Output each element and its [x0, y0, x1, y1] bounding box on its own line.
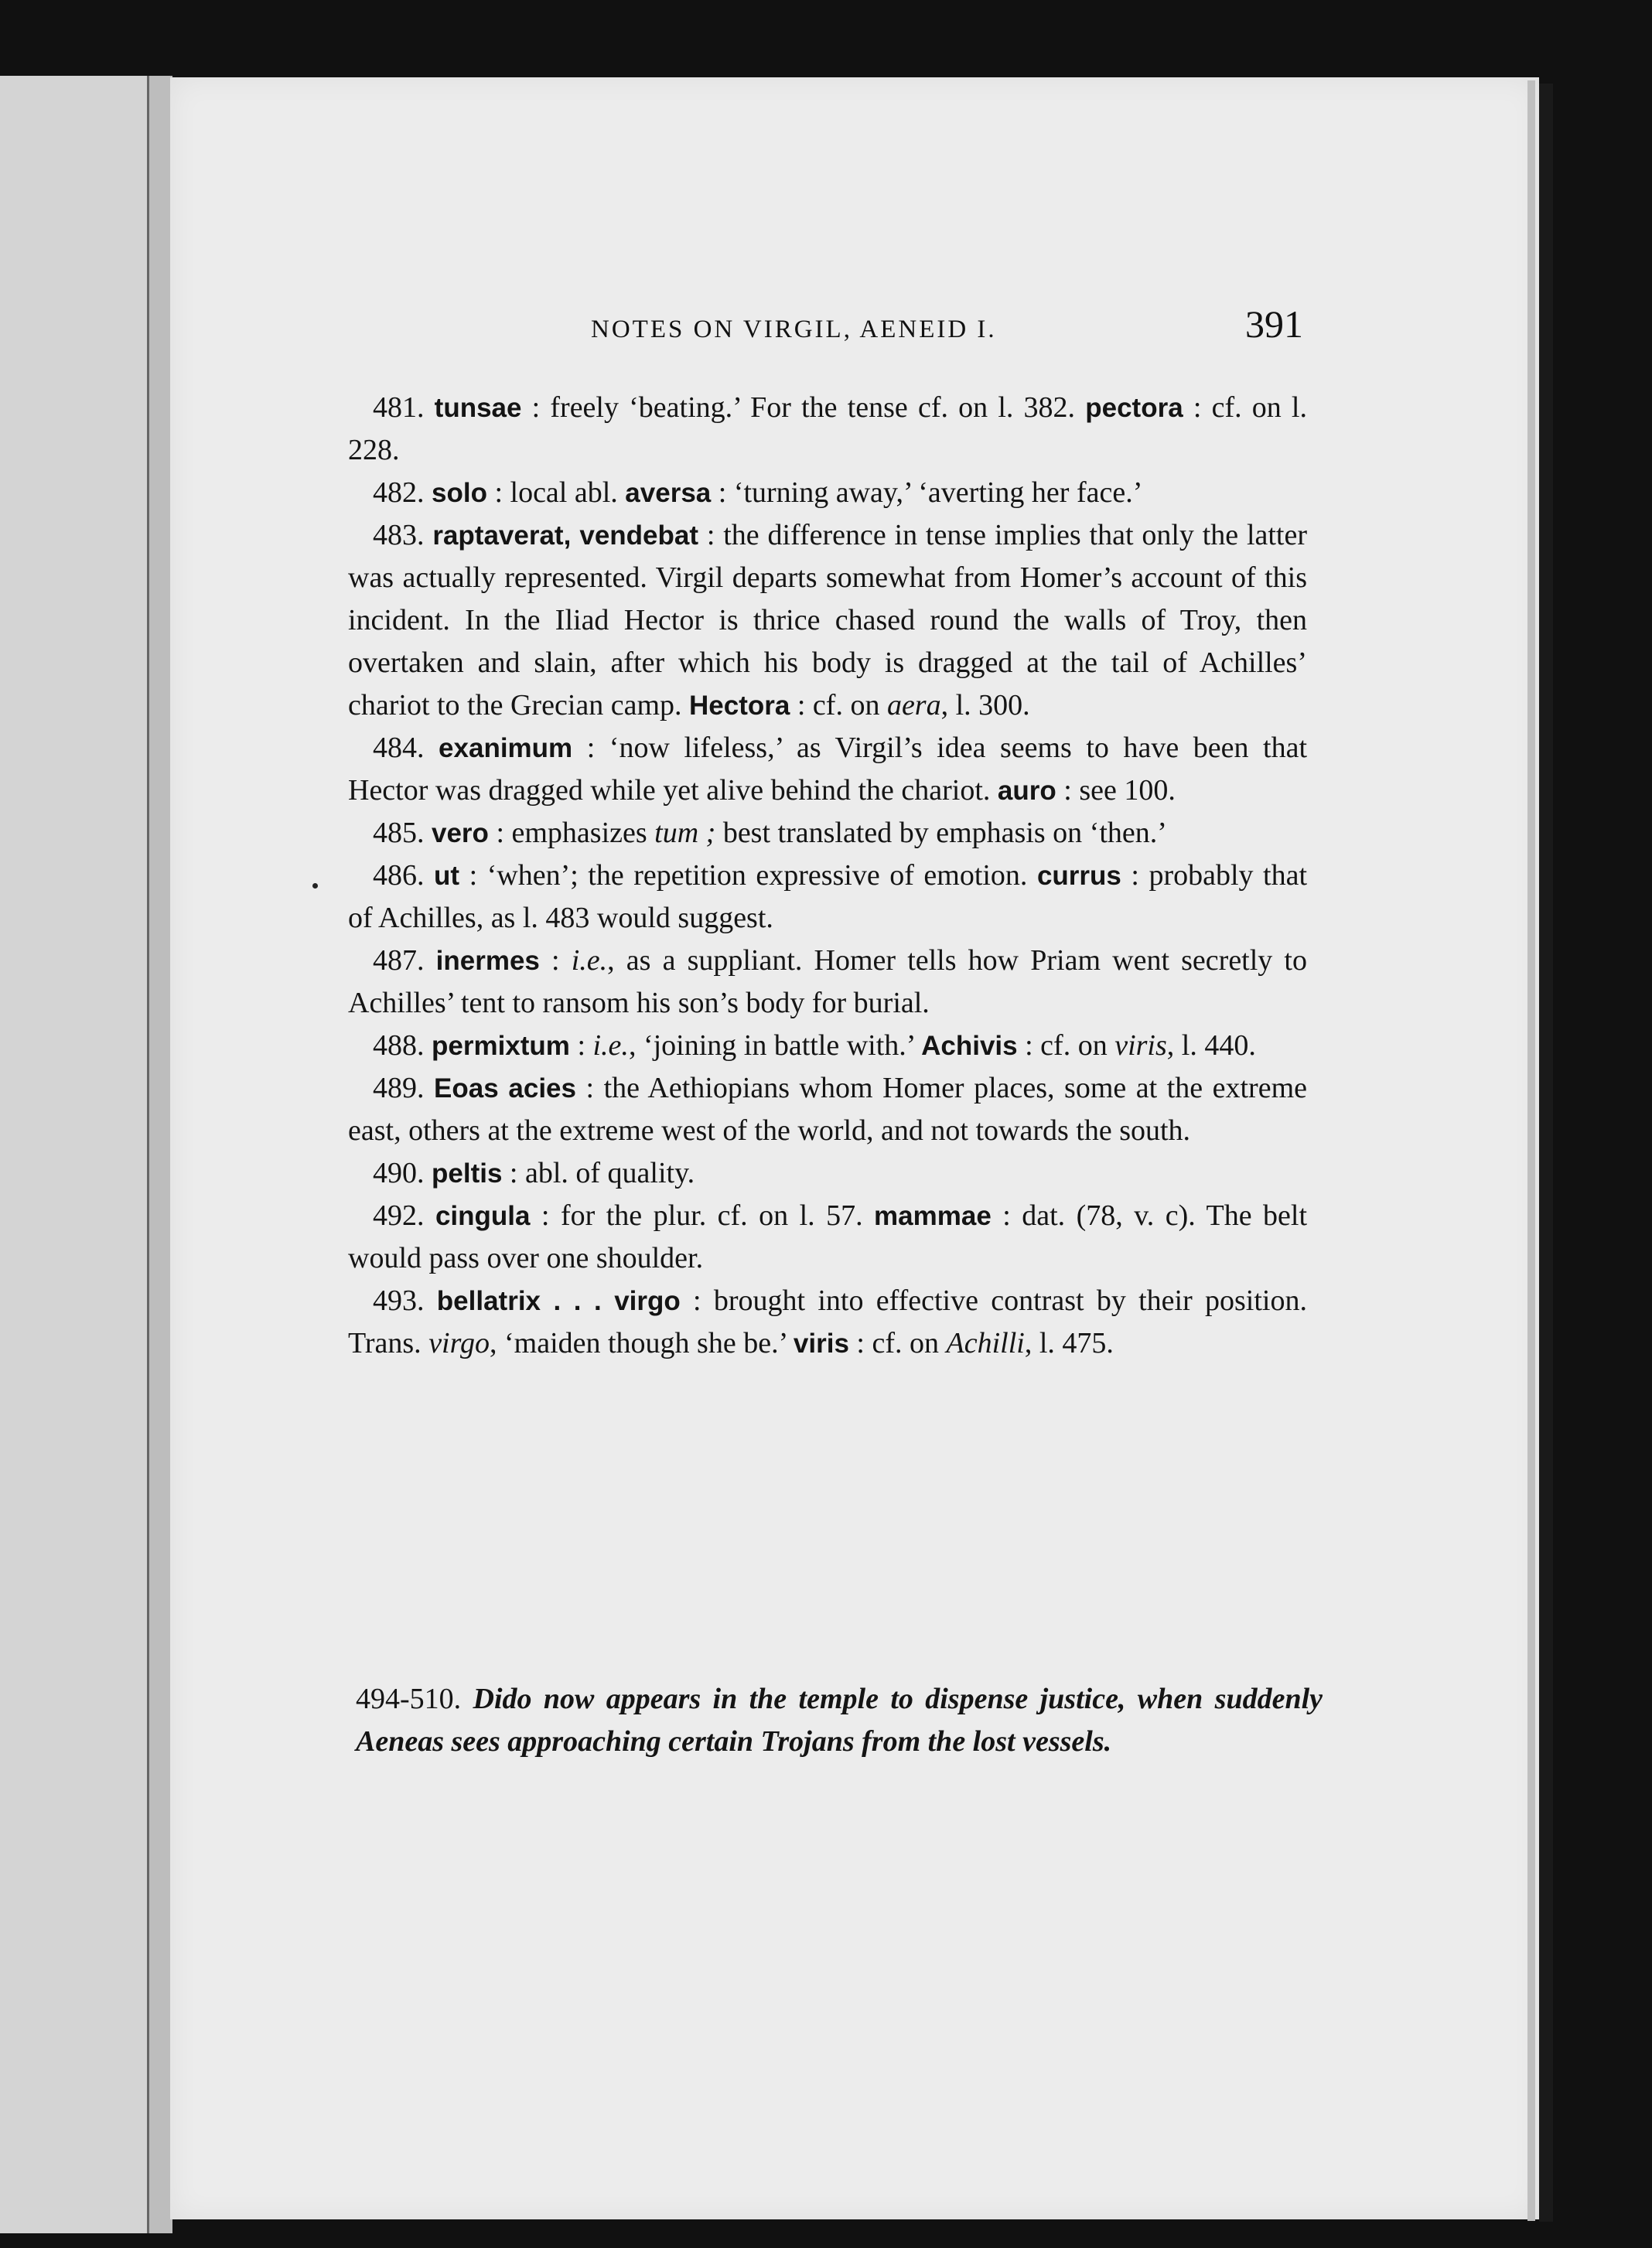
note-lemma: tunsae: [434, 393, 522, 423]
notes-list: [348, 387, 1307, 1365]
note-text: :: [539, 944, 572, 977]
note-lemma: vero: [432, 818, 489, 848]
note-text: : brought into effective contrast by their position. Trans.: [348, 1284, 1307, 1359]
note-italic: virgo: [428, 1327, 490, 1359]
note-text: , ‘joining in battle with.’: [628, 1029, 922, 1062]
note-text: : ‘now lifeless,’ as Virgil’s idea seems to have been that Hector was dragged while yet alive behind the chariot.: [348, 732, 1307, 807]
note-text: : local abl.: [486, 476, 626, 509]
note-text: : for the plur. cf. on l. 57.: [530, 1199, 875, 1232]
note-text: : cf. on: [1017, 1029, 1115, 1062]
note-text: : the difference in tense implies that only the latter was actually represented. Virgil departs somewhat from Homer’s account of this incident. In the Iliad Hector is thrice chased round the walls of Troy, then overtaken and slain, after which his body is dragged at the tail of Achilles’ chariot to the Grecian camp.: [348, 519, 1308, 721]
note-text: :: [569, 1029, 593, 1062]
note-entry: [348, 387, 1307, 472]
note-entry: [348, 1152, 1307, 1195]
note-entry: [348, 940, 1307, 1025]
note-line-number: 493.: [373, 1284, 437, 1317]
note-text: , l. 300.: [940, 689, 1030, 721]
note-lemma: currus: [1036, 861, 1121, 891]
note-line-number: 492.: [373, 1199, 435, 1232]
note-text: : emphasizes: [488, 817, 655, 849]
note-italic: aera: [886, 689, 941, 721]
note-text: : see 100.: [1056, 774, 1176, 807]
note-lemma: inermes: [435, 946, 540, 976]
summary-line-range: 494-510.: [356, 1683, 462, 1715]
note-text: : cf. on l. 228.: [348, 391, 1307, 466]
note-entry: [348, 1025, 1307, 1067]
note-lemma: Achivis: [921, 1031, 1018, 1061]
note-lemma: ut: [434, 861, 460, 891]
note-line-number: 485.: [373, 817, 432, 849]
note-italic: tum ;: [654, 817, 716, 849]
note-lemma: raptaverat, vendebat: [432, 520, 699, 551]
note-entry: [348, 1067, 1307, 1152]
note-line-number: 490.: [373, 1157, 432, 1189]
note-text: : cf. on: [848, 1327, 947, 1359]
note-entry: [348, 514, 1307, 727]
note-entry: [348, 727, 1307, 812]
note-italic: i.e.: [571, 944, 608, 977]
page-number: 391: [1245, 302, 1303, 346]
note-lemma: exanimum: [439, 733, 573, 763]
facing-page-edge: [147, 76, 172, 2233]
note-lemma: bellatrix . . . virgo: [436, 1286, 681, 1316]
margin-dot: [312, 883, 318, 889]
summary-text: Dido now appears in the temple to dispense justice, when suddenly Aeneas sees approaching certain Trojans from the lost vessels.: [356, 1683, 1323, 1758]
note-line-number: 482.: [373, 476, 432, 509]
note-text: : dat. (78, v. c). The belt would pass over one shoulder.: [348, 1199, 1308, 1274]
note-lemma: peltis: [432, 1158, 503, 1189]
note-text: , as a suppliant. Homer tells how Priam went secretly to Achilles’ tent to ransom his son’s body for burial.: [348, 944, 1307, 1019]
note-text: : abl. of quality.: [502, 1157, 695, 1189]
note-lemma: viris: [793, 1329, 849, 1359]
page-header: [402, 302, 1315, 356]
note-lemma: Eoas acies: [434, 1073, 576, 1104]
note-line-number: 483.: [373, 519, 433, 551]
note-line-number: 487.: [373, 944, 436, 977]
section-summary: [356, 1678, 1323, 1763]
note-italic: i.e.: [592, 1029, 629, 1062]
note-entry: [348, 1280, 1307, 1365]
note-lemma: mammae: [874, 1201, 992, 1231]
page-edge-light: [1527, 80, 1535, 2221]
note-entry: [348, 1195, 1307, 1280]
note-line-number: 486.: [373, 859, 435, 892]
note-lemma: pectora: [1085, 393, 1183, 423]
note-lemma: permixtum: [432, 1031, 570, 1061]
note-lemma: auro: [997, 776, 1056, 806]
note-text: : ‘turning away,’ ‘averting her face.’: [711, 476, 1143, 509]
note-text: : probably that of Achilles, as l. 483 would suggest.: [348, 859, 1308, 934]
facing-page: [0, 76, 167, 2233]
note-text: , l. 475.: [1024, 1327, 1114, 1359]
note-line-number: 484.: [373, 732, 439, 764]
note-lemma: Hectora: [689, 691, 790, 721]
note-entry: [348, 812, 1307, 855]
note-line-number: 489.: [373, 1072, 435, 1104]
note-text: : cf. on: [790, 689, 887, 721]
note-entry: [348, 472, 1307, 514]
page-edge-shadow: [1539, 84, 1553, 2222]
note-text: , l. 440.: [1166, 1029, 1256, 1062]
note-entry: [348, 855, 1307, 940]
running-head: NOTES ON VIRGIL, AENEID I.: [591, 316, 997, 343]
note-line-number: 481.: [373, 391, 435, 424]
note-line-number: 488.: [373, 1029, 432, 1062]
note-text: best translated by emphasis on ‘then.’: [715, 817, 1167, 849]
note-text: : ‘when’; the repetition expressive of emotion.: [459, 859, 1037, 892]
note-text: , ‘maiden though she be.’: [490, 1327, 794, 1359]
note-text: : the Aethiopians whom Homer places, some at the extreme east, others at the extreme west of the world, and not towards the south.: [348, 1072, 1308, 1147]
note-lemma: cingula: [435, 1201, 531, 1231]
note-italic: viris: [1114, 1029, 1167, 1062]
note-lemma: aversa: [625, 478, 712, 508]
note-italic: Achilli: [946, 1327, 1025, 1359]
note-text: : freely ‘beating.’ For the tense cf. on l. 382.: [521, 391, 1086, 424]
note-lemma: solo: [432, 478, 487, 508]
